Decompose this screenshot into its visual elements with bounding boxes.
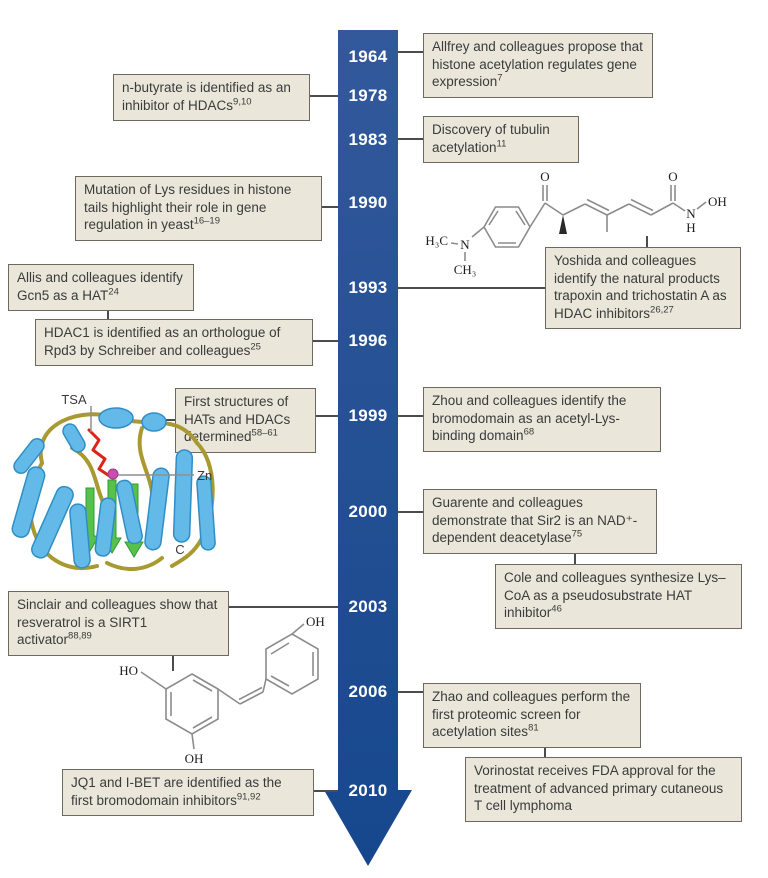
year-marker-1990: 1990: [348, 193, 388, 212]
arrow-shape: [324, 30, 412, 866]
atom-label-ch3: CH₃: [453, 262, 477, 277]
year-marker-1999: 1999: [348, 406, 388, 425]
year-marker-1996: 1996: [348, 331, 388, 350]
connector-2000: [398, 511, 423, 513]
event-ref: 11: [496, 138, 507, 150]
atom-label-n-amide: N: [686, 206, 696, 221]
year-marker-2003: 2003: [348, 597, 388, 616]
c-terminus-label: C: [175, 542, 185, 557]
year-marker-2006: 2006: [348, 682, 388, 701]
event-ref: 58–61: [251, 427, 278, 439]
event-text: Allfrey and colleagues propose that histone acetylation regulates gene expression: [432, 39, 643, 90]
event-text: Cole and colleagues synthesize Lys–CoA as a pseudosubstrate HAT inhibitor: [504, 570, 726, 621]
connector-1964: [398, 51, 423, 53]
event-text: Allis and colleagues identify Gcn5 as a HAT: [17, 270, 183, 303]
connector-1978: [310, 95, 338, 97]
event-text: JQ1 and I-BET are identified as the first bromodomain inhibitors: [71, 775, 282, 808]
event-text: Zhou and colleagues identify the bromodomain as an acetyl-Lys-binding domain: [432, 393, 627, 444]
event-ref: 7: [497, 72, 503, 84]
year-marker-1983: 1983: [348, 130, 388, 149]
atom-label-oh-top: OH: [306, 614, 325, 629]
event-text: Guarente and colleagues demonstrate that Sir2 is an NAD⁺-dependent deacetylase: [432, 495, 638, 546]
event-text: n-butyrate is identified as an inhibitor of HDACs: [122, 80, 291, 113]
event-box-vorinostat: [465, 757, 742, 822]
zn-label: Zn: [197, 468, 213, 483]
atom-label-oh-bottom: OH: [184, 751, 204, 766]
event-box-allfrey: [423, 33, 653, 98]
event-ref: 25: [250, 341, 261, 353]
atom-label-oh: OH: [708, 194, 727, 209]
event-text: Mutation of Lys residues in histone tails highlight their role in gene regulation in yeast: [84, 182, 292, 233]
event-box-jq1: [62, 769, 314, 816]
event-text: Discovery of tubulin acetylation: [432, 122, 550, 155]
year-marker-1978: 1978: [348, 86, 388, 105]
event-ref: 68: [523, 426, 535, 438]
event-text: Yoshida and colleagues identify the natural products trapoxin and trichostatin A as HDAC inhibitors: [554, 253, 727, 321]
event-ref: 88,89: [68, 630, 92, 642]
connector-1983: [398, 138, 423, 140]
protein-structure: [12, 388, 224, 586]
atom-label-o1: O: [540, 169, 550, 184]
event-box-zhao: [423, 683, 641, 748]
atom-label-ho: HO: [119, 663, 138, 678]
event-box-allis: [8, 264, 194, 311]
year-marker-2010: 2010: [348, 781, 388, 800]
event-ref: 9,10: [233, 96, 252, 108]
connector-2010: [314, 790, 338, 792]
atom-label-n-amine: N: [460, 237, 470, 252]
event-ref: 26,27: [650, 304, 674, 316]
event-ref: 46: [551, 603, 562, 615]
atom-label-h-amide: H: [686, 220, 696, 235]
event-text: Sinclair and colleagues show that resveratrol is a SIRT1 activator: [17, 597, 218, 648]
event-ref: 16–19: [193, 215, 220, 227]
event-box-cole: [495, 564, 742, 629]
zinc-atom: [108, 469, 118, 479]
connector-1990: [322, 206, 338, 208]
trichostatin-bonds: [451, 185, 706, 261]
connector-2003: [229, 606, 338, 608]
connector-1993: [398, 287, 545, 289]
event-box-mutation: [75, 176, 322, 241]
event-box-hdac1: [35, 319, 313, 366]
atom-label-h3c: H₃C: [425, 233, 448, 248]
year-marker-1993: 1993: [348, 278, 388, 297]
tsa-label: TSA: [61, 392, 87, 407]
connector-1999-right: [398, 415, 423, 417]
resveratrol-bonds: [141, 624, 318, 749]
year-marker-1964: 1964: [348, 47, 388, 66]
event-ref: 75: [571, 528, 583, 540]
connector-1996: [313, 340, 338, 342]
event-box-zhou: [423, 387, 661, 452]
atom-label-o2: O: [668, 169, 678, 184]
resveratrol-structure: [95, 616, 335, 768]
event-ref: 24: [108, 286, 119, 298]
connector-1999-left: [315, 415, 338, 417]
event-box-tubulin: [423, 116, 579, 163]
event-ref: 91,92: [236, 791, 261, 803]
trichostatin-structure: [410, 168, 745, 280]
event-text: Vorinostat receives FDA approval for the treatment of advanced primary cutaneous T cell lymphoma: [474, 763, 724, 814]
year-marker-2000: 2000: [348, 502, 388, 521]
event-text: HDAC1 is identified as an orthologue of Rpd3 by Schreiber and colleagues: [44, 325, 281, 358]
connector-2006: [398, 691, 423, 693]
event-text: Zhao and colleagues perform the first proteomic screen for acetylation sites: [432, 689, 631, 740]
event-text: First structures of HATs and HDACs determined: [184, 394, 291, 445]
event-box-guarente: [423, 489, 657, 554]
event-ref: 81: [528, 722, 539, 734]
event-box-nbutyrate: [113, 74, 310, 121]
